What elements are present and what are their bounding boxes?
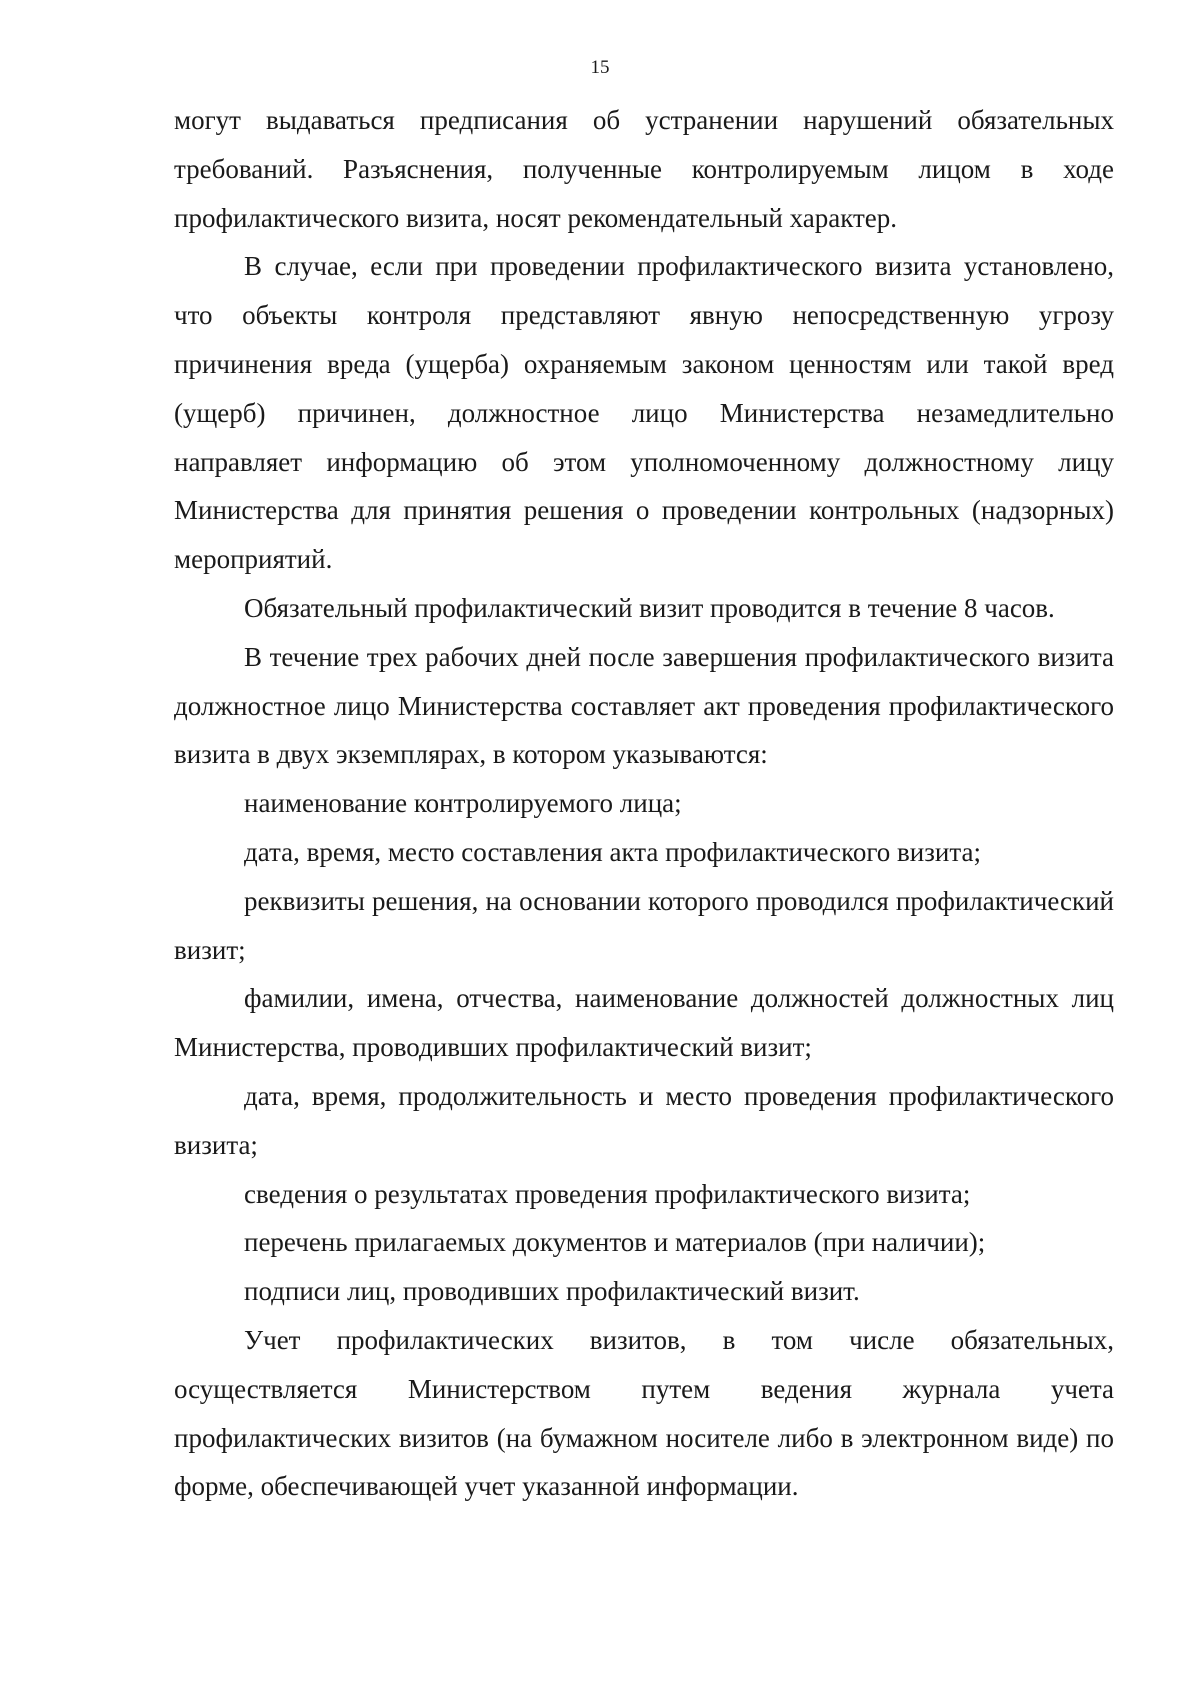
paragraph-visit-registry: Учет профилактических визитов, в том числе обязательных, осуществляется Министерством путем ведения журнала учета профилактических визитов (на бумажном носителе либо в электронном виде) по форме, обеспечивающей учет указанной информации.	[174, 1324, 1114, 1502]
list-item-visit-date-duration: дата, время, продолжительность и место проведения профилактического визита;	[174, 1080, 1114, 1160]
list-item-act-date-place: дата, время, место составления акта профилактического визита;	[244, 836, 981, 867]
list-item-officials: фамилии, имена, отчества, наименование должностей должностных лиц Министерства, проводивших профилактический визит;	[174, 983, 1114, 1063]
paragraph-threat-notification: В случае, если при проведении профилактического визита установлено, что объекты контроля представляют явную непосредственную угрозу причинения вреда (ущерба) охраняемым законом ценностям или такой вред (ущерб) причинен, должностное лицо Министерства незамедлительно направляет информацию об этом уполномоченному должностному лицу Министерства для принятия решения о проведении контрольных (надзорных) мероприятий.	[174, 251, 1114, 575]
page-number: 15	[590, 57, 610, 78]
paragraph-visit-act: В течение трех рабочих дней после завершения профилактического визита должностное лицо Министерства составляет акт проведения профилактического визита в двух экземплярах, в котором указываются:	[174, 641, 1114, 770]
list-item-attachments: перечень прилагаемых документов и материалов (при наличии);	[244, 1227, 986, 1258]
document-body	[174, 96, 1114, 1511]
list-item-signatures: подписи лиц, проводивших профилактический визит.	[244, 1276, 860, 1307]
paragraph-visit-duration: Обязательный профилактический визит проводится в течение 8 часов.	[244, 592, 1055, 623]
list-item-controlled-person-name: наименование контролируемого лица;	[244, 788, 682, 819]
list-item-decision-details: реквизиты решения, на основании которого проводился профилактический визит;	[174, 885, 1114, 965]
list-item-results: сведения о результатах проведения профилактического визита;	[244, 1178, 971, 1209]
paragraph-continuation: могут выдаваться предписания об устранении нарушений обязательных требований. Разъяснения, полученные контролируемым лицом в ходе профилактического визита, носят рекомендательный характер.	[174, 105, 1114, 233]
